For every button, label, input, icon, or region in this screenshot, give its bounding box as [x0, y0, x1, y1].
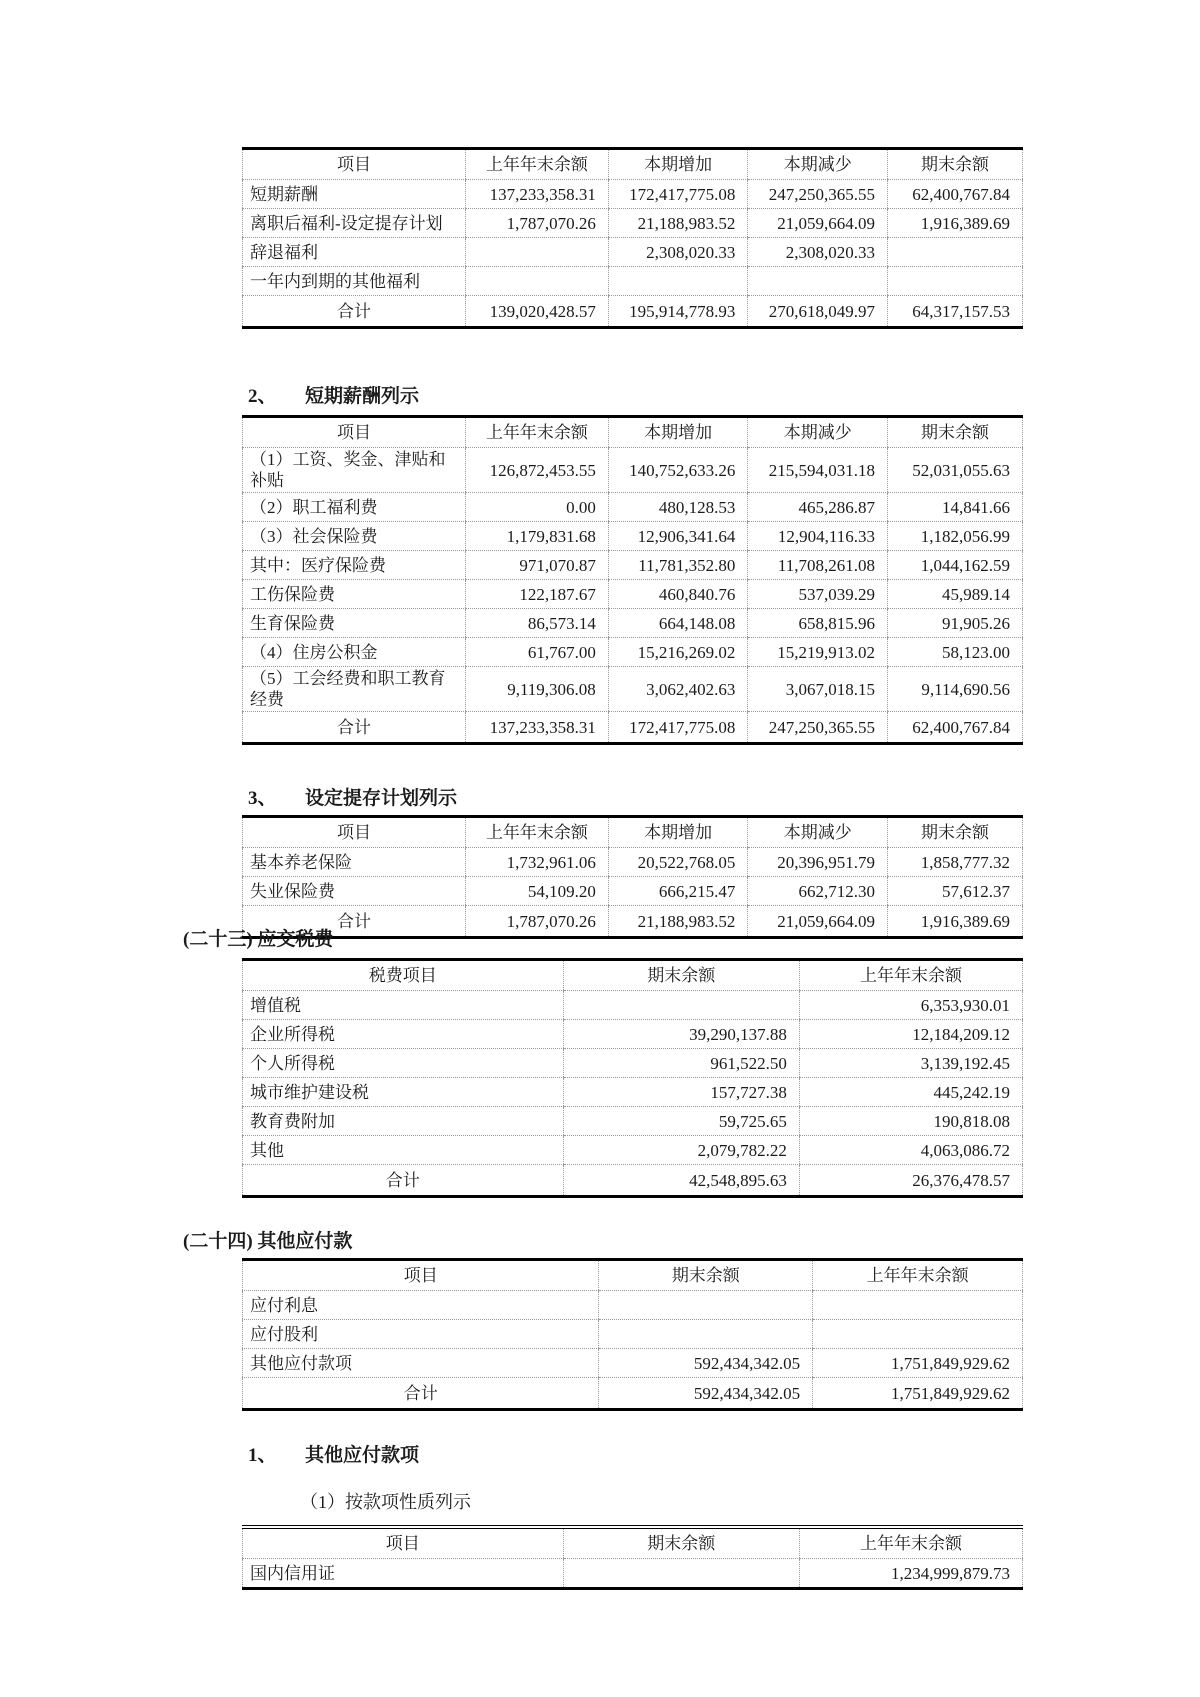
column-header: 上年年末余额: [466, 417, 609, 448]
cell-value: 21,059,664.09: [748, 209, 888, 238]
cell-value: [466, 267, 609, 296]
row-label: 生育保险费: [243, 609, 466, 638]
total-label: 合计: [337, 301, 372, 321]
section-title: (二十三) 应交税费: [183, 929, 334, 950]
table-row: [243, 580, 1023, 609]
total-label: 合计: [337, 911, 372, 931]
short-term-comp-table: [242, 415, 1023, 745]
cell-value: 122,187.67: [466, 580, 609, 609]
header-row: [243, 960, 1023, 991]
cell-value: 12,184,209.12: [799, 1020, 1022, 1049]
cell-value: 247,250,365.55: [748, 712, 888, 744]
row-label: 基本养老保险: [243, 848, 466, 877]
cell-value: 39,290,137.88: [563, 1020, 799, 1049]
column-header: 项目: [243, 417, 466, 448]
column-header: 项目: [243, 817, 466, 848]
column-header: 期末余额: [888, 817, 1023, 848]
cell-value: 480,128.53: [608, 493, 748, 522]
cell-value: 61,767.00: [466, 638, 609, 667]
cell-value: 1,751,849,929.62: [813, 1378, 1023, 1410]
total-label: 合计: [385, 1170, 420, 1190]
row-label: 应付股利: [243, 1320, 599, 1349]
cell-value: 62,400,767.84: [888, 180, 1023, 209]
cell-value: 465,286.87: [748, 493, 888, 522]
cell-value: [748, 267, 888, 296]
row-label: 离职后福利-设定提存计划: [243, 209, 466, 238]
cell-value: 86,573.14: [466, 609, 609, 638]
row-label: （5）工会经费和职工教育经费: [243, 667, 466, 712]
subsection-title: （1）按款项性质列示: [300, 1492, 471, 1512]
row-label: （4）住房公积金: [243, 638, 466, 667]
cell-value: 195,914,778.93: [608, 296, 748, 328]
column-header: 上年年末余额: [813, 1260, 1023, 1291]
cell-value: 1,787,070.26: [466, 209, 609, 238]
cell-value: 12,904,116.33: [748, 522, 888, 551]
cell-value: 460,840.76: [608, 580, 748, 609]
cell-value: 1,179,831.68: [466, 522, 609, 551]
row-label: 其中：医疗保险费: [243, 551, 466, 580]
row-label: 一年内到期的其他福利: [243, 267, 466, 296]
cell-value: 15,219,913.02: [748, 638, 888, 667]
cell-value: 270,618,049.97: [748, 296, 888, 328]
cell-value: 1,916,389.69: [888, 906, 1023, 938]
cell-value: 1,858,777.32: [888, 848, 1023, 877]
cell-value: 137,233,358.31: [466, 180, 609, 209]
cell-value: 157,727.38: [563, 1078, 799, 1107]
column-header: 期末余额: [888, 417, 1023, 448]
cell-value: 971,070.87: [466, 551, 609, 580]
header-row: [243, 149, 1023, 180]
cell-value: [813, 1291, 1023, 1320]
section-heading-defined-contribution: [248, 783, 457, 810]
table-row: [243, 667, 1023, 712]
cell-value: 247,250,365.55: [748, 180, 888, 209]
table-row: [243, 991, 1023, 1020]
cell-value: [466, 238, 609, 267]
defined-contribution-table: [242, 815, 1023, 939]
cell-value: 21,188,983.52: [608, 906, 748, 938]
cell-value: 54,109.20: [466, 877, 609, 906]
row-label: 短期薪酬: [243, 180, 466, 209]
cell-value: 1,732,961.06: [466, 848, 609, 877]
total-row: [243, 1165, 1023, 1197]
table-row: [243, 848, 1023, 877]
cell-value: [563, 1559, 799, 1589]
table-row: [243, 1078, 1023, 1107]
cell-value: 445,242.19: [799, 1078, 1022, 1107]
row-label: 工伤保险费: [243, 580, 466, 609]
other-payables-table: [242, 1258, 1023, 1411]
table-row: [243, 1049, 1023, 1078]
cell-value: 1,787,070.26: [466, 906, 609, 938]
column-header: 本期增加: [608, 417, 748, 448]
table-row: [243, 1291, 1023, 1320]
cell-value: [599, 1320, 813, 1349]
total-row: [243, 296, 1023, 328]
total-label: 合计: [403, 1383, 438, 1403]
column-header: 税费项目: [243, 960, 564, 991]
cell-value: 172,417,775.08: [608, 180, 748, 209]
cell-value: 14,841.66: [888, 493, 1023, 522]
cell-value: 137,233,358.31: [466, 712, 609, 744]
cell-value: [888, 267, 1023, 296]
other-payables-by-nature-table: [242, 1525, 1023, 1590]
cell-value: 11,781,352.80: [608, 551, 748, 580]
cell-value: 21,059,664.09: [748, 906, 888, 938]
cell-value: 57,612.37: [888, 877, 1023, 906]
cell-value: 1,044,162.59: [888, 551, 1023, 580]
cell-value: 190,818.08: [799, 1107, 1022, 1136]
row-label: 应付利息: [243, 1291, 599, 1320]
header-row: [243, 417, 1023, 448]
table-row: [243, 638, 1023, 667]
section-title: 其他应付款项: [305, 1445, 420, 1466]
cell-value: 6,353,930.01: [799, 991, 1022, 1020]
cell-value: 592,434,342.05: [599, 1349, 813, 1378]
cell-value: 3,067,018.15: [748, 667, 888, 712]
column-header: 上年年末余额: [466, 149, 609, 180]
row-label: 国内信用证: [250, 1563, 335, 1583]
cell-value: 2,308,020.33: [608, 238, 748, 267]
table-row: [243, 1020, 1023, 1049]
cell-value: 1,751,849,929.62: [813, 1349, 1023, 1378]
row-label: 增值税: [243, 991, 564, 1020]
cell-value: [599, 1291, 813, 1320]
total-row: [243, 712, 1023, 744]
cell-value: [888, 238, 1023, 267]
cell-value: 59,725.65: [563, 1107, 799, 1136]
cell-value: 20,522,768.05: [608, 848, 748, 877]
cell-value: 662,712.30: [748, 877, 888, 906]
row-label: 失业保险费: [243, 877, 466, 906]
row-label: 教育费附加: [243, 1107, 564, 1136]
table-row: [243, 448, 1023, 493]
cell-value: 666,215.47: [608, 877, 748, 906]
cell-value: 664,148.08: [608, 609, 748, 638]
column-header: 上年年末余额: [799, 1527, 1022, 1559]
column-header: 本期减少: [748, 417, 888, 448]
section-title: 设定提存计划列示: [305, 788, 458, 809]
cell-value: [608, 267, 748, 296]
table-row: [243, 1349, 1023, 1378]
cell-value: 172,417,775.08: [608, 712, 748, 744]
cell-value: 15,216,269.02: [608, 638, 748, 667]
table-row: [243, 267, 1023, 296]
column-header: 本期增加: [608, 817, 748, 848]
row-label: 城市维护建设税: [243, 1078, 564, 1107]
table-row: [243, 209, 1023, 238]
subsection-heading-by-nature: [300, 1488, 471, 1514]
section-number: 2、: [248, 386, 277, 407]
row-label: 其他: [243, 1136, 564, 1165]
column-header: 本期减少: [748, 817, 888, 848]
table-row: [243, 180, 1023, 209]
cell-value: 2,308,020.33: [748, 238, 888, 267]
cell-value: 2,079,782.22: [563, 1136, 799, 1165]
table-row: [243, 551, 1023, 580]
row-label: （2）职工福利费: [243, 493, 466, 522]
table-row: [243, 877, 1023, 906]
cell-value: 961,522.50: [563, 1049, 799, 1078]
cell-value: 91,905.26: [888, 609, 1023, 638]
column-header: 上年年末余额: [799, 960, 1022, 991]
cell-value: 1,182,056.99: [888, 522, 1023, 551]
cell-value: 4,063,086.72: [799, 1136, 1022, 1165]
cell-value: 64,317,157.53: [888, 296, 1023, 328]
column-header: 期末余额: [563, 960, 799, 991]
table-row: [243, 1136, 1023, 1165]
cell-value: 592,434,342.05: [599, 1378, 813, 1410]
cell-value: 26,376,478.57: [799, 1165, 1022, 1197]
row-label: 企业所得税: [243, 1020, 564, 1049]
cell-value: 58,123.00: [888, 638, 1023, 667]
employee-benefits-table: [242, 147, 1023, 329]
cell-value: 3,062,402.63: [608, 667, 748, 712]
taxes-payable-table: [242, 958, 1023, 1198]
total-row: [243, 906, 1023, 938]
cell-value: 21,188,983.52: [608, 209, 748, 238]
cell-value: 20,396,951.79: [748, 848, 888, 877]
column-header: 上年年末余额: [466, 817, 609, 848]
table-row: [243, 522, 1023, 551]
table-row: [243, 609, 1023, 638]
table-row: [243, 493, 1023, 522]
cell-value: 215,594,031.18: [748, 448, 888, 493]
cell-value: 140,752,633.26: [608, 448, 748, 493]
cell-value: 126,872,453.55: [466, 448, 609, 493]
cell-value: 62,400,767.84: [888, 712, 1023, 744]
section-heading-other-payables: [183, 1226, 352, 1253]
column-header: 项目: [243, 149, 466, 180]
cell-value: 1,234,999,879.73: [799, 1559, 1022, 1589]
row-label: （1）工资、奖金、津贴和补贴: [243, 448, 466, 493]
column-header: 本期减少: [748, 149, 888, 180]
section-title: (二十四) 其他应付款: [183, 1231, 353, 1252]
row-label: 辞退福利: [243, 238, 466, 267]
cell-value: 0.00: [466, 493, 609, 522]
total-row: [243, 1378, 1023, 1410]
cell-value: 658,815.96: [748, 609, 888, 638]
cell-value: 9,114,690.56: [888, 667, 1023, 712]
cell-value: 45,989.14: [888, 580, 1023, 609]
cell-value: 42,548,895.63: [563, 1165, 799, 1197]
cell-value: 12,906,341.64: [608, 522, 748, 551]
cell-value: 52,031,055.63: [888, 448, 1023, 493]
cell-value: 9,119,306.08: [466, 667, 609, 712]
column-header: 项目: [243, 1260, 599, 1291]
cell-value: 1,916,389.69: [888, 209, 1023, 238]
column-header: 项目: [243, 1527, 564, 1559]
table-row: [243, 238, 1023, 267]
table-row: [243, 1559, 1023, 1589]
header-row: [243, 1260, 1023, 1291]
section-heading-other-payable-items: [248, 1440, 419, 1467]
section-heading-short-term-comp: [248, 381, 419, 408]
total-label: 合计: [337, 717, 372, 737]
cell-value: 139,020,428.57: [466, 296, 609, 328]
cell-value: 537,039.29: [748, 580, 888, 609]
section-number: 3、: [248, 788, 277, 809]
section-heading-taxes-payable: [183, 924, 333, 951]
column-header: 期末余额: [888, 149, 1023, 180]
column-header: 本期增加: [608, 149, 748, 180]
column-header: 期末余额: [563, 1527, 799, 1559]
table-row: [243, 1107, 1023, 1136]
table-row: [243, 1320, 1023, 1349]
header-row: [243, 1527, 1023, 1559]
cell-value: 3,139,192.45: [799, 1049, 1022, 1078]
row-label: 其他应付款项: [243, 1349, 599, 1378]
row-label: （3）社会保险费: [243, 522, 466, 551]
row-label: 个人所得税: [243, 1049, 564, 1078]
header-row: [243, 817, 1023, 848]
cell-value: 11,708,261.08: [748, 551, 888, 580]
section-number: 1、: [248, 1445, 277, 1466]
section-title: 短期薪酬列示: [305, 386, 420, 407]
cell-value: [813, 1320, 1023, 1349]
cell-value: [563, 991, 799, 1020]
column-header: 期末余额: [599, 1260, 813, 1291]
